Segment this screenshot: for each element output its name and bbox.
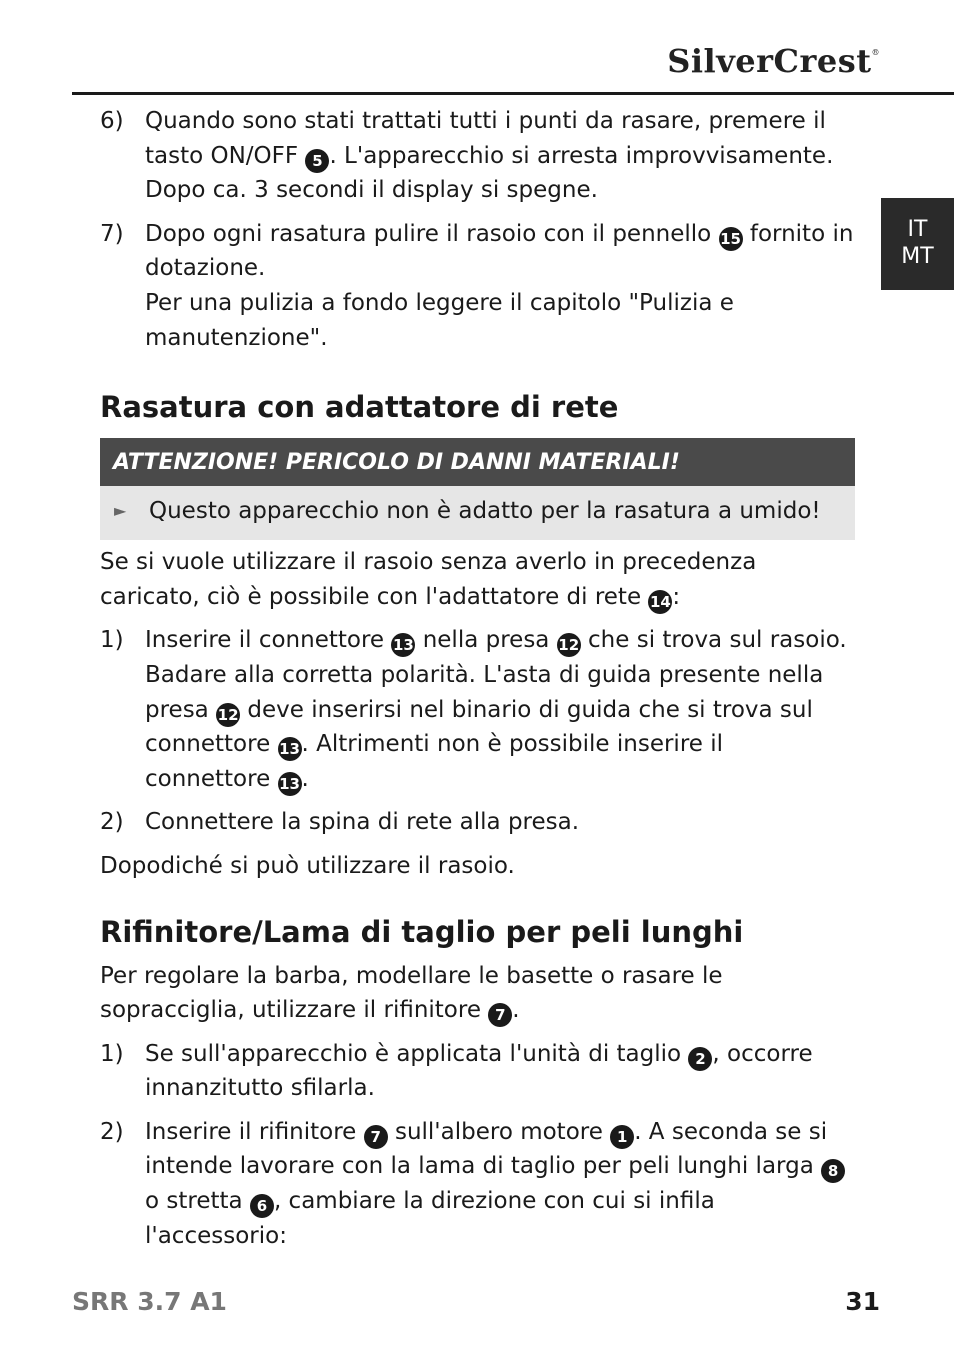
ref-number-badge: 15 (719, 227, 743, 251)
step-7: 7) Dopo ogni rasatura pulire il rasoio con il pennello 15 fornito in dotazione. Per una pulizia a fondo leggere il capitolo "Pulizia e manutenzione". (100, 220, 854, 351)
ref-number-badge: 5 (305, 149, 329, 173)
section1-outro: Dopodiché si può utilizzare il rasoio. (100, 852, 515, 879)
section-title-power-adapter: Rasatura con adattatore di rete (100, 390, 619, 425)
page-number: 31 (845, 1287, 880, 1316)
arrow-right-icon: ► (114, 501, 127, 521)
ref-number-badge: 8 (821, 1159, 845, 1183)
language-code-it: IT (907, 217, 928, 242)
ref-number-badge: 7 (364, 1125, 388, 1149)
footer-model-number: SRR 3.7 A1 (72, 1287, 227, 1316)
section2-intro: Per regolare la barba, modellare le basette o rasare le sopracciglia, utilizzare il rifinitore 7 . (100, 959, 855, 1028)
section2-step-1: 1) Se sull'apparecchio è applicata l'unità di taglio 2 , occorre innanzitutto sfilarla. (100, 1040, 813, 1102)
warning-body: ► Questo apparecchio non è adatto per la rasatura a umido! (100, 486, 855, 540)
ref-number-badge: 6 (250, 1194, 274, 1218)
step-7-note: Per una pulizia a fondo leggere il capitolo "Pulizia e manutenzione". (145, 289, 734, 351)
ref-number-badge: 12 (216, 703, 240, 727)
step-6: 6) Quando sono stati trattati tutti i punti da rasare, premere il tasto ON/OFF 5 . L'apparecchio si arresta improvvisamente. Dopo ca. 3 secondi il display si spegne. (100, 108, 834, 204)
language-code-mt: MT (901, 244, 934, 269)
section-title-trimmer: Rifinitore/Lama di taglio per peli lunghi (100, 914, 744, 949)
warning-box (100, 438, 855, 540)
ref-number-badge: 13 (391, 633, 415, 657)
warning-title: ATTENZIONE! PERICOLO DI DANNI MATERIALI! (100, 438, 855, 486)
brand-logo: SilverCrest® (667, 42, 880, 80)
section1-intro: Se si vuole utilizzare il rasoio senza averlo in precedenza caricato, ciò è possibile con l'adattatore di rete 14: (100, 545, 855, 614)
section1-step-1: 1) Inserire il connettore 13 nella presa 12 che si trova sul rasoio. Badare alla corretta polarità. L'asta di guida presente nella presa 12 deve inserirsi nel binario di guida che si trova sul connettore 13. Altrimenti non è possibile inserire il connettore 13. (100, 623, 855, 796)
ref-number-badge: 14 (648, 590, 672, 614)
page-content (100, 104, 855, 1253)
ref-number-badge: 2 (688, 1047, 712, 1071)
header-rule (72, 92, 954, 95)
section1-step-2: 2) Connettere la spina di rete alla presa. (100, 809, 580, 836)
ref-number-badge: 12 (557, 633, 581, 657)
section2-step-2: 2) Inserire il rifinitore 7 sull'albero motore 1 . A seconda se si intende lavorare con la lama di taglio per peli lunghi larga 8 o stretta 6 , cambiare la direzione con cui si infila l'accessorio: (100, 1115, 855, 1253)
language-tab (881, 198, 954, 290)
ref-number-badge: 7 (488, 1003, 512, 1027)
ref-number-badge: 13 (278, 737, 302, 761)
ref-number-badge: 13 (278, 772, 302, 796)
ref-number-badge: 1 (610, 1125, 634, 1149)
